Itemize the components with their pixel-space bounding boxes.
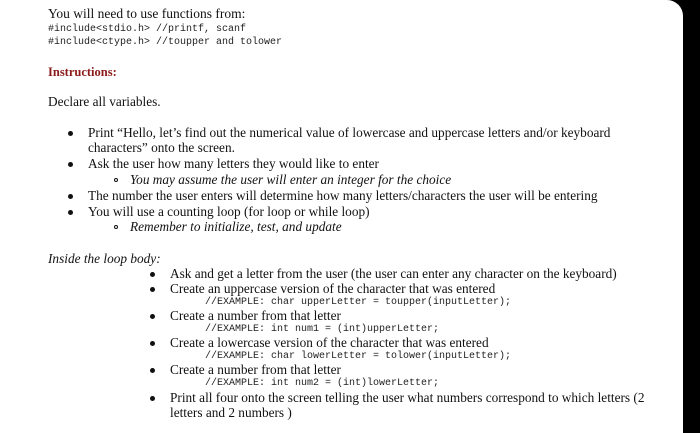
- loop-item-print-all-line2: letters and 2 numbers ): [170, 405, 292, 420]
- bullet-counting-loop: You will use a counting loop (for loop or while loop): [88, 204, 370, 219]
- instructions-heading: Instructions:: [48, 65, 117, 79]
- example-tolower: //EXAMPLE: char lowerLetter = tolower(inputLetter);: [205, 351, 512, 362]
- loop-item-uppercase: Create an uppercase version of the character that was entered: [170, 281, 496, 296]
- sub-bullet-assume-integer: You may assume the user will enter an integer for the choice: [130, 172, 452, 187]
- example-num1: //EXAMPLE: int num1 = (int)upperLetter;: [205, 324, 440, 335]
- sub-bullet-marker: [114, 178, 118, 182]
- include-stdio: #include<stdio.h> //printf, scanf: [48, 24, 247, 35]
- sub-bullet-marker: [114, 225, 118, 229]
- intro-title: You will need to use functions from:: [48, 6, 246, 21]
- bullet-marker: [150, 396, 155, 401]
- bullet-marker: [150, 368, 155, 373]
- bullet-marker: [150, 272, 155, 277]
- example-num2: //EXAMPLE: int num2 = (int)lowerLetter;: [205, 378, 440, 389]
- bullet-marker: [150, 314, 155, 319]
- loop-item-get-letter: Ask and get a letter from the user (the user can enter any character on the keyboard): [170, 266, 617, 281]
- bullet-marker: [68, 210, 73, 215]
- declare-variables: Declare all variables.: [48, 94, 161, 109]
- bullet-marker: [150, 341, 155, 346]
- include-ctype: #include<ctype.h> //toupper and tolower: [48, 37, 283, 48]
- bullet-marker: [68, 194, 73, 199]
- loop-body-heading: Inside the loop body:: [48, 251, 161, 266]
- loop-item-number-lower: Create a number from that letter: [170, 362, 341, 377]
- loop-item-lowercase: Create a lowercase version of the character that was entered: [170, 335, 489, 350]
- bullet-print-hello-line1: Print “Hello, let’s find out the numerical value of lowercase and uppercase letters and/or keyboard: [88, 125, 611, 140]
- sub-bullet-initialize: Remember to initialize, test, and update: [130, 219, 342, 234]
- loop-item-number-upper: Create a number from that letter: [170, 308, 341, 323]
- bullet-marker: [68, 162, 73, 167]
- example-toupper: //EXAMPLE: char upperLetter = toupper(inputLetter);: [205, 297, 512, 308]
- bullet-marker: [68, 131, 73, 136]
- bullet-print-hello-line2: characters” onto the screen.: [88, 140, 235, 155]
- bullet-marker: [150, 287, 155, 292]
- bullet-number-determines: The number the user enters will determine how many letters/characters the user will be entering: [88, 188, 598, 203]
- loop-item-print-all-line1: Print all four onto the screen telling the user what numbers correspond to which letters (2: [170, 390, 645, 405]
- bullet-ask-count: Ask the user how many letters they would like to enter: [88, 156, 379, 171]
